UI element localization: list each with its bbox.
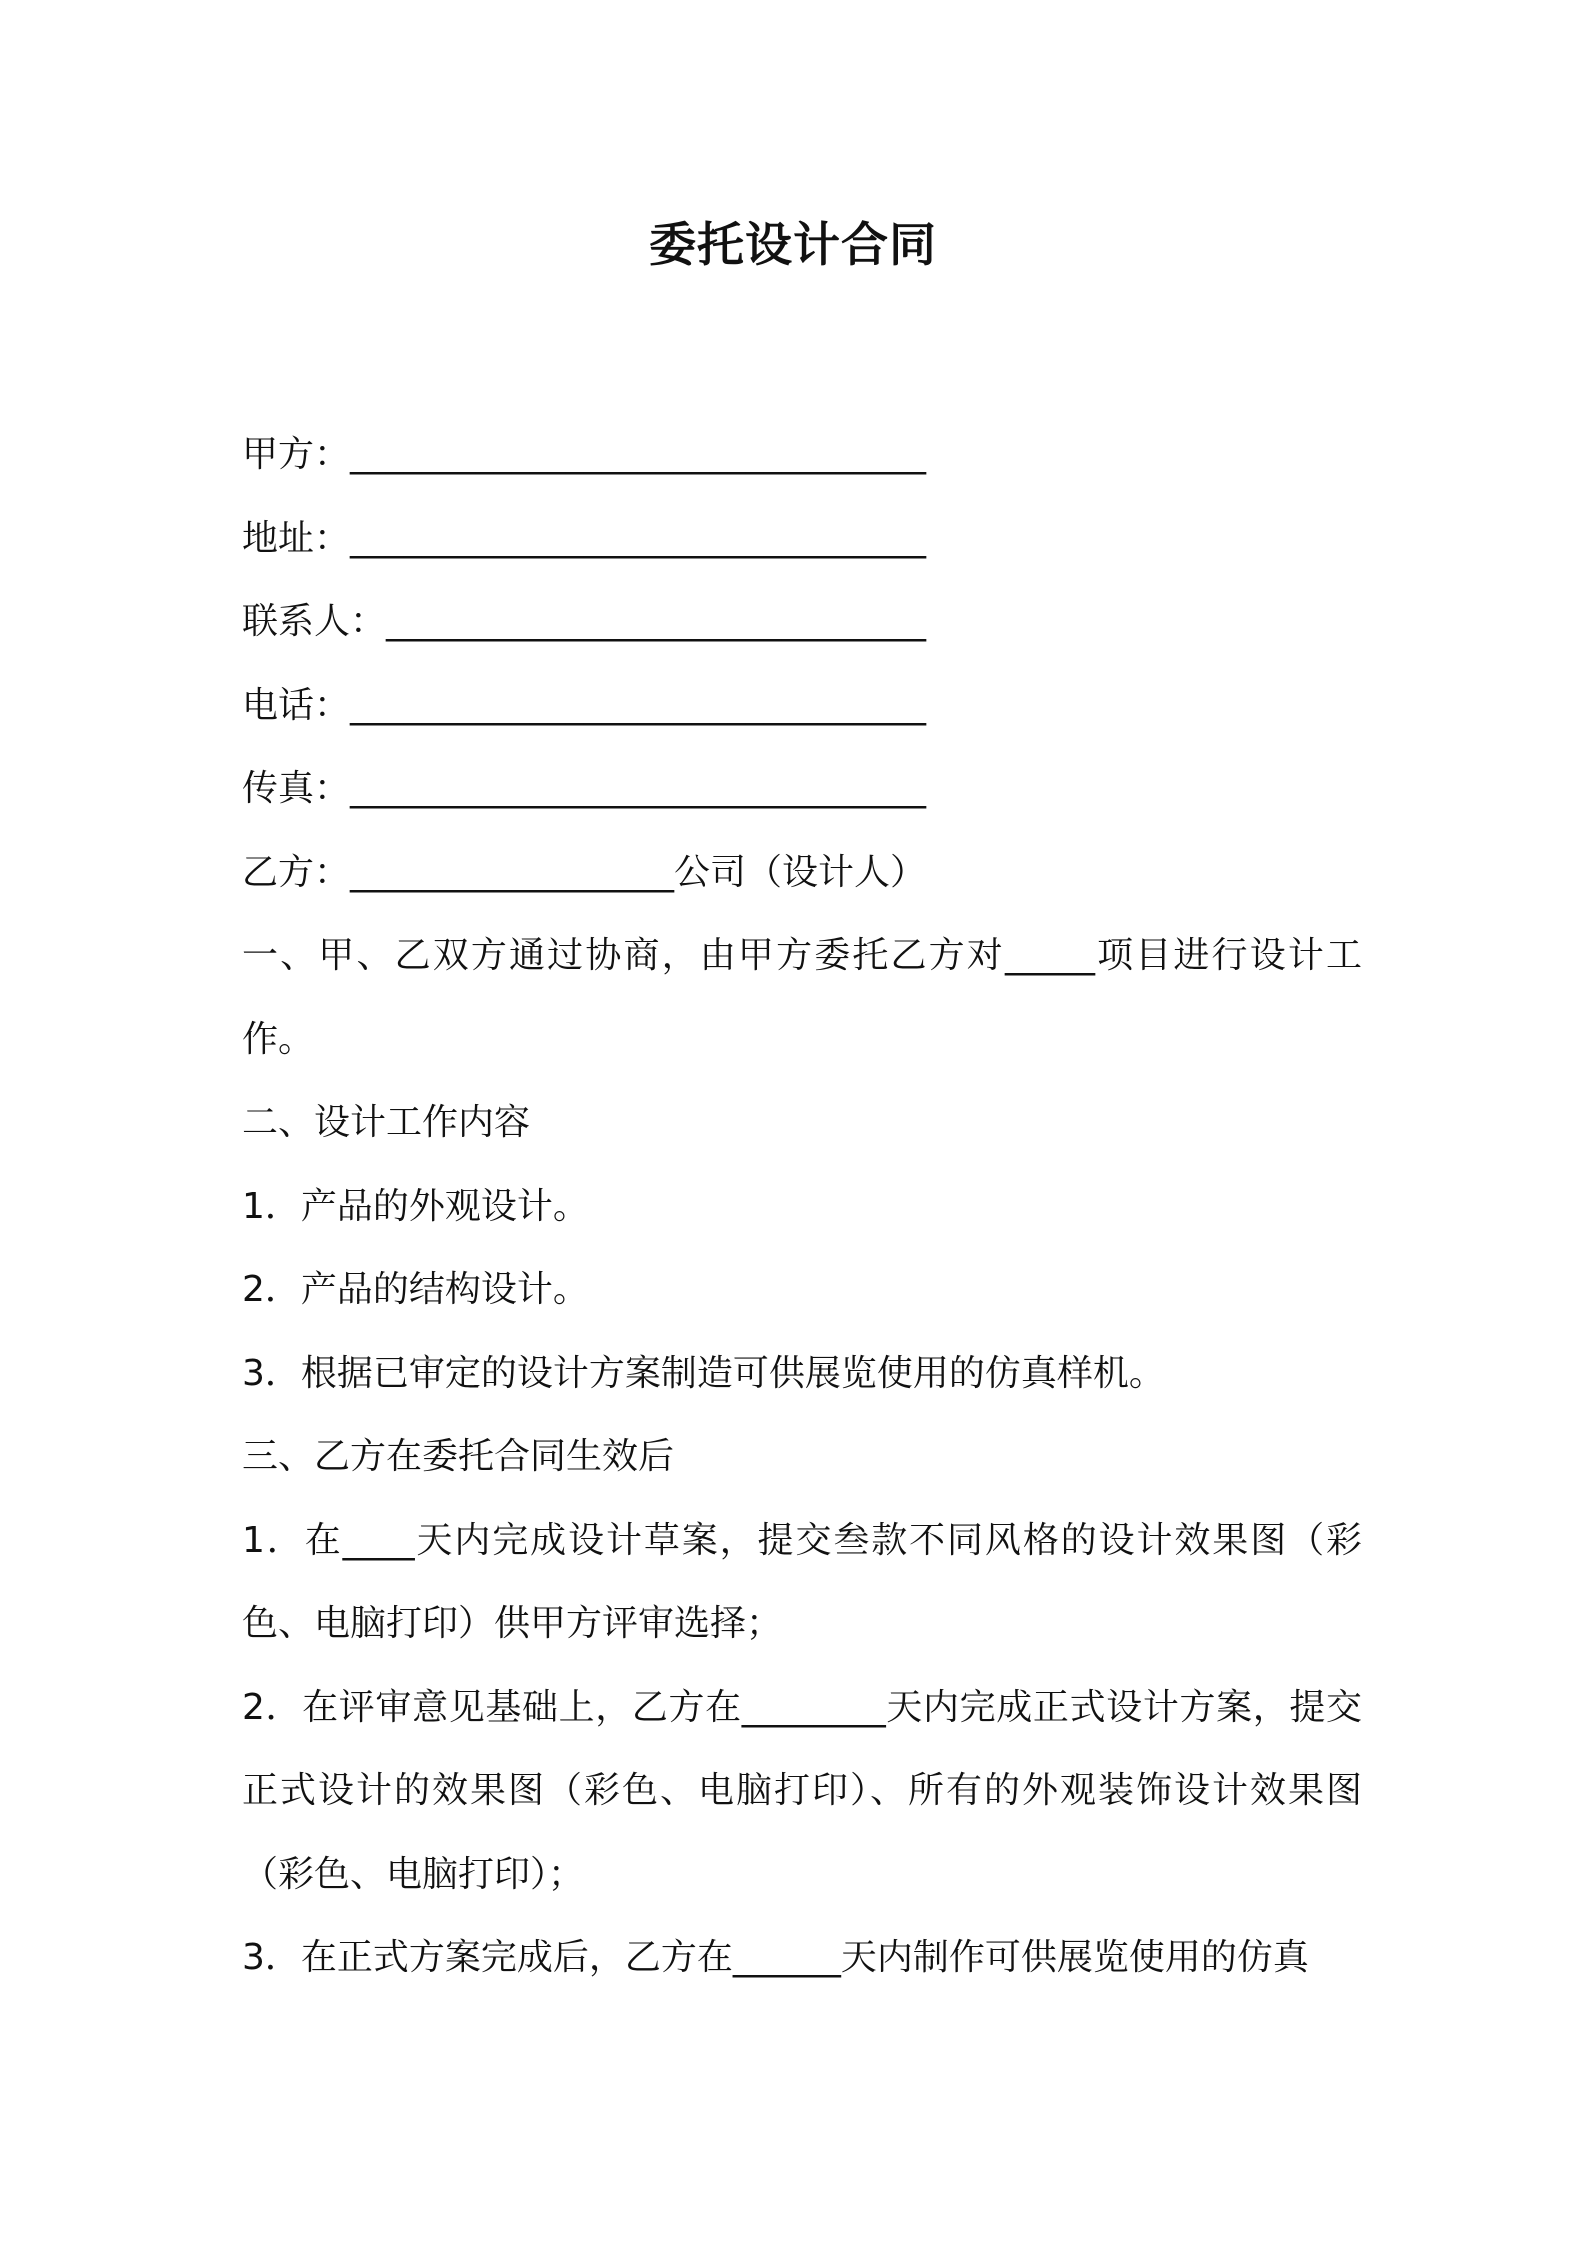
section-2-item-3: 3．根据已审定的设计方案制造可供展览使用的仿真样机。	[242, 1352, 1165, 1394]
section-1-paragraph: 一、甲、乙双方通过协商，由甲方委托乙方对_____项目进行设计工作。	[242, 935, 1362, 1060]
section-2-item-1: 1．产品的外观设计。	[242, 1185, 589, 1227]
page-title: 委托设计合同	[649, 218, 937, 273]
section-3-item-2: 2．在评审意见基础上，乙方在________天内完成正式设计方案，提交正式设计的效果图（彩色、电脑打印）、所有的外观装饰设计效果图（彩色、电脑打印）；	[242, 1686, 1362, 1895]
section-3-item-1: 1．在____天内完成设计草案，提交叁款不同风格的设计效果图（彩色、电脑打印）供甲方评审选择；	[242, 1519, 1362, 1644]
party-a-contact-field: 联系人：______________________________	[242, 601, 927, 642]
contract-body	[242, 413, 1362, 2000]
section-2-heading: 二、设计工作内容	[242, 1102, 531, 1143]
section-3-item-3: 3．在正式方案完成后，乙方在______天内制作可供展览使用的仿真	[242, 1937, 1309, 1978]
party-a-phone-field: 电话：________________________________	[242, 684, 927, 726]
party-a-address-field: 地址：________________________________	[242, 517, 927, 559]
section-3-heading: 三、乙方在委托合同生效后	[242, 1436, 675, 1477]
party-a-name-field: 甲方：________________________________	[242, 434, 927, 475]
party-a-fax-field: 传真：________________________________	[242, 768, 927, 809]
party-b-field: 乙方：__________________公司（设计人）	[242, 851, 927, 893]
section-2-item-2: 2．产品的结构设计。	[242, 1269, 589, 1310]
